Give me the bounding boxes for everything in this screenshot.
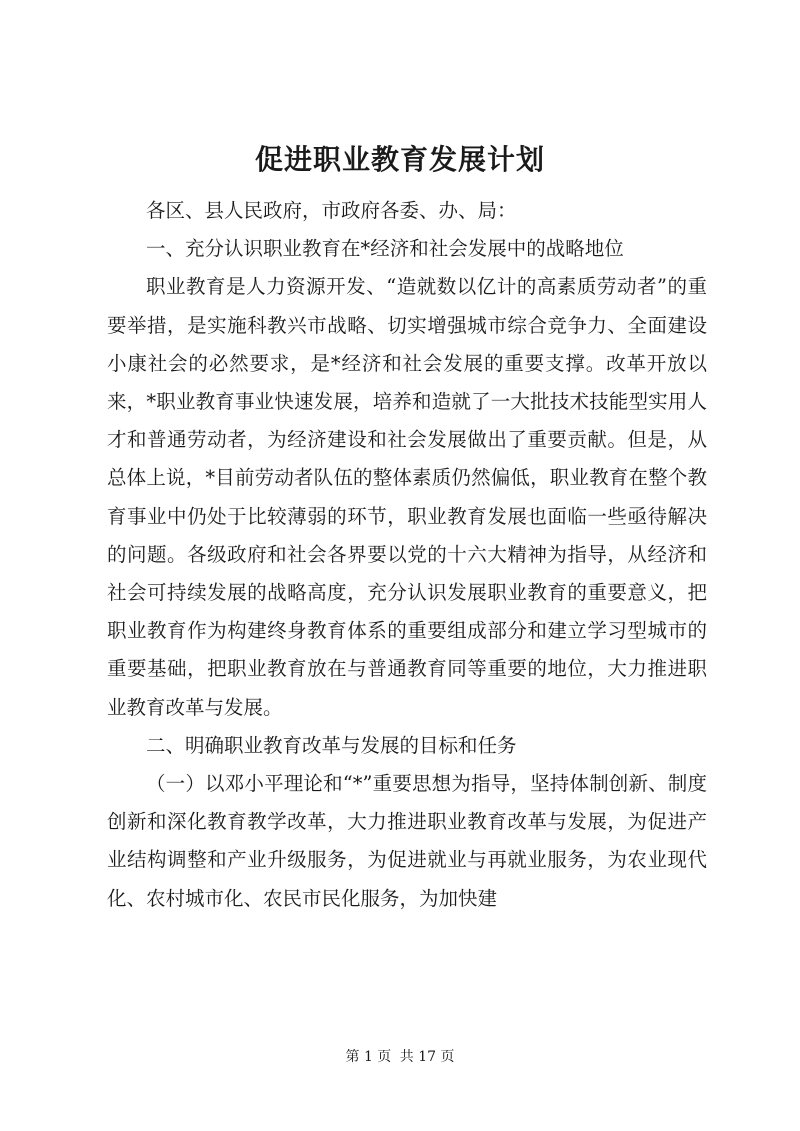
page-number: 第 1 页 bbox=[345, 1049, 392, 1065]
section-heading-1: 一、充分认识职业教育在*经济和社会发展中的战略地位 bbox=[146, 237, 624, 261]
section-heading-2: 二、明确职业教育改革与发展的目标和任务 bbox=[146, 733, 517, 757]
page-total: 共 17 页 bbox=[399, 1049, 455, 1065]
paragraph-1: 职业教育是人力资源开发、“造就数以亿计的高素质劳动者”的重要举措，是实施科教兴市战略、切实增强城市综合竞争力、全面建设小康社会的必然要求，是*经济和社会发展的重要支撑。改革开放以来，*职业教育事业快速发展，培养和造就了一大批技术技能型实用人才和普通劳动者，为经济建设和社会发展做出了重要贡献。但是，从总体上说，*目前劳动者队伍的整体素质仍然偏低，职业教育在整个教育事业中仍处于比较薄弱的环节，职业教育发展也面临一些亟待解决的问题。各级政府和社会各界要以党的十六大精神为指导，从经济和社会可持续发展的战略高度，充分认识发展职业教育的重要意义，把职业教育作为构建终身教育体系的重要组成部分和建立学习型城市的重要基础，把职业教育放在与普通教育同等重要的地位，大力推进职业教育改革与发展。 bbox=[107, 275, 707, 719]
paragraph-2: （一）以邓小平理论和“*”重要思想为指导，坚持体制创新、制度创新和深化教育教学改革，大力推进职业教育改革与发展，为促进产业结构调整和产业升级服务，为促进就业与再就业服务，为农业现代化、农村城市化、农民市民化服务，为加快建 bbox=[107, 772, 707, 910]
document-title: 促进职业教育发展计划 bbox=[254, 143, 545, 176]
salutation: 各区、县人民政府，市政府各委、办、局： bbox=[146, 199, 517, 222]
page-footer bbox=[0, 1047, 800, 1067]
document-body bbox=[107, 192, 707, 918]
